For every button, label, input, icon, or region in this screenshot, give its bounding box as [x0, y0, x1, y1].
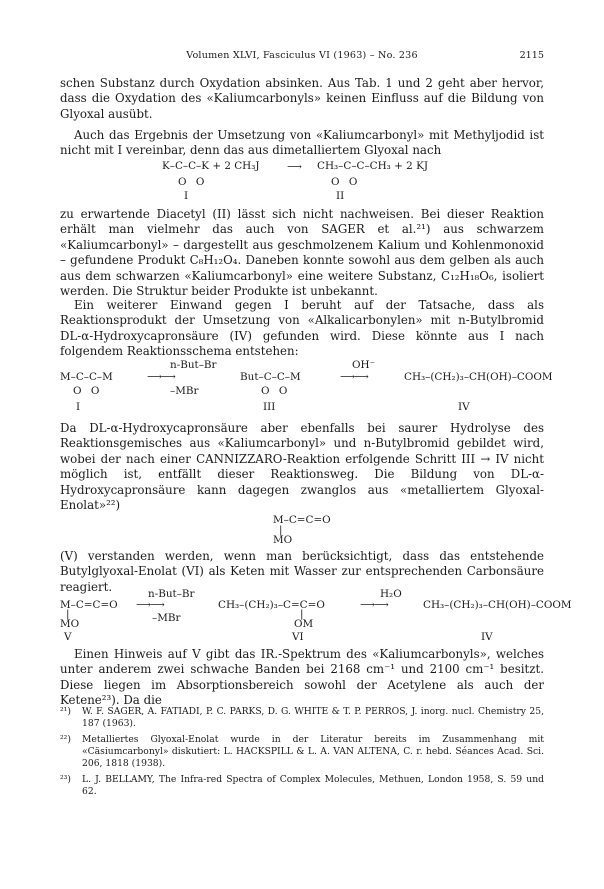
footnote-text: Metalliertes Glyoxal-Enolat wurde in der Literatur bereits im Zusammenhang mit «Cäsiumcarbonyl» diskutiert: L. HACKSPILL & L. A. VAN ALTENA, C. r. hebd. Séances Acad. Sci. 206, 1818 (1938).	[82, 734, 544, 770]
footnote-marker: ²²)	[60, 734, 71, 745]
paragraph-text: Einen Hinweis auf V gibt das IR.-Spektrum des «Kaliumcarbonyls», welches unter anderem zwei schwache Banden bei 2168 cm⁻¹ und 2100 cm⁻¹ besitzt. Diese liegen im Absorptionsbereich sowohl der Acetylene als auch der Ketene²³). Da die	[60, 647, 544, 708]
compound-label-ii: II	[336, 190, 345, 202]
arrow1-reagent: n-But–Br	[170, 359, 217, 371]
footnote-marker: ²¹)	[60, 706, 71, 717]
paragraph-3	[60, 207, 544, 299]
scheme2-intermediate: But–C–C–M	[240, 371, 301, 383]
compound-label-iv: IV	[458, 401, 470, 413]
enolate-formula: M–C=C=O	[273, 514, 331, 526]
scheme1-reactant: K–C–C–K + 2 CH₃J	[162, 160, 260, 172]
compound-label-iii: III	[263, 401, 276, 413]
footnote-text: W. F. SAGER, A. FATIADI, P. C. PARKS, D. G. WHITE & T. P. PERROS, J. inorg. nucl. Chemistry 25, 187 (1963).	[82, 706, 544, 730]
scheme-1	[60, 160, 544, 202]
paragraph-text: zu erwartende Diacetyl (II) lässt sich nicht nachweisen. Bei dieser Reaktion erhält man vielmehr das auch von SAGER et al.²¹) aus schwarzem «Kaliumcarbonyl» – dargestellt aus geschmolzenem Kalium und Kohlenmonoxid – gefundene Produkt C₈H₁₂O₄. Daneben konnte sowohl aus dem gelben als auch aus dem schwarzen «Kaliumcarbonyl» eine weitere Substanz, C₁₂H₁₈O₆, isoliert werden. Die Struktur beider Produkte ist unbekannt.	[60, 207, 544, 299]
compound-label-vi: VI	[292, 631, 304, 643]
paragraph-5	[60, 421, 544, 513]
scheme4-intermediate: CH₃–(CH₂)₃–C=C=O	[218, 599, 325, 611]
enolate-oxygen: MO	[273, 534, 293, 546]
arrow2-reagent: H₂O	[380, 588, 402, 600]
footnote-21	[60, 706, 544, 730]
scheme-4	[60, 588, 572, 643]
scheme2-start-oxygens: O O	[73, 385, 103, 397]
reaction-arrow: ⟶⟶	[147, 371, 175, 383]
paragraph-text: Ein weiterer Einwand gegen I beruht auf der Tatsache, dass als Reaktionsprodukt der Umsetzung von «Alkalicarbonylen» mit n-Butylbromid DL-α-Hydroxycapronsäure (IV) gefunden wird. Diese könnte aus I nach folgendem Reaktionsschema entstehen:	[60, 298, 544, 359]
scheme4-product: CH₃–(CH₂)₃–CH(OH)–COOM	[423, 599, 572, 611]
paragraph-text: Da DL-α-Hydroxycapronsäure aber ebenfalls bei saurer Hydrolyse des Reaktionsgemisches aus «Kaliumcarbonyl» und n-Butylbromid gebildet wird, wobei der nach einer CANNIZZARO-Reaktion erfolgende Schritt III → IV nicht möglich ist, entfällt dieser Reaktionsweg. Die Bildung von DL-α-Hydroxycapronsäure kann dagegen zwanglos aus «metalliertem Glyoxal-Enolat»²²)	[60, 421, 544, 513]
page-number: 2115	[519, 50, 544, 61]
scheme2-start: M–C–C–M	[60, 371, 113, 383]
arrow1-reagent: n-But–Br	[148, 588, 195, 600]
compound-label-v: V	[64, 631, 72, 643]
paragraph-2	[60, 128, 544, 159]
running-header	[60, 50, 544, 64]
running-title: Volumen XLVI, Fasciculus VI (1963) – No. 236	[186, 50, 418, 61]
footnote-text: L. J. BELLAMY, The Infra-red Spectra of Complex Molecules, Methuen, London 1958, S. 59 und 62.	[82, 774, 544, 798]
scheme-2	[60, 359, 553, 417]
compound-label-i: I	[184, 190, 189, 202]
reaction-arrow: ⟶⟶	[340, 371, 368, 383]
paragraph-1	[60, 76, 544, 122]
reaction-arrow: ⟶⟶	[136, 599, 164, 611]
scheme4-start-oxygen: MO	[60, 618, 80, 630]
arrow2-reagent: OH⁻	[352, 359, 376, 371]
scheme1-product-oxygens: O O	[331, 176, 361, 188]
compound-label-i: I	[76, 401, 81, 413]
single-bond: |	[279, 524, 283, 536]
scheme-3	[60, 514, 544, 548]
scheme4-intermediate-oxygen: OM	[294, 618, 314, 630]
scheme2-intermediate-oxygens: O O	[261, 385, 291, 397]
scheme4-start: M–C=C=O	[60, 599, 118, 611]
paragraph-text: Auch das Ergebnis der Umsetzung von «Kaliumcarbonyl» mit Methyljodid ist nicht mit I vereinbar, denn das aus dimetalliertem Glyoxal nach	[60, 128, 544, 158]
arrow1-byproduct: –MBr	[170, 385, 199, 397]
arrow1-byproduct: –MBr	[152, 612, 181, 624]
single-bond: |	[66, 608, 70, 620]
paragraph-7	[60, 647, 544, 709]
scheme2-product: CH₃–(CH₂)₃–CH(OH)–COOM	[404, 371, 553, 383]
paragraph-text: (V) verstanden werden, wenn man berücksichtigt, dass das entstehende Butylglyoxal-Enolat (VI) als Keten mit Wasser zur entsprechenden Carbonsäure reagiert.	[60, 549, 544, 594]
scheme1-reactant-oxygens: O O	[178, 176, 208, 188]
paragraph-4	[60, 298, 544, 360]
compound-label-iv: IV	[481, 631, 493, 643]
single-bond: |	[300, 608, 304, 620]
paragraph-text: schen Substanz durch Oxydation absinken. Aus Tab. 1 und 2 geht aber hervor, dass die Oxydation des «Kaliumcarbonyls» keinen Einfluss auf die Bildung von Glyoxal ausübt.	[60, 76, 544, 121]
scheme1-product: CH₃–C–C–CH₃ + 2 KJ	[317, 160, 428, 172]
footnote-23	[60, 774, 544, 798]
footnote-22	[60, 734, 544, 771]
reaction-arrow: ⟶⟶	[360, 599, 388, 611]
footnote-marker: ²³)	[60, 774, 71, 785]
reaction-arrow: ⟶	[287, 161, 302, 173]
